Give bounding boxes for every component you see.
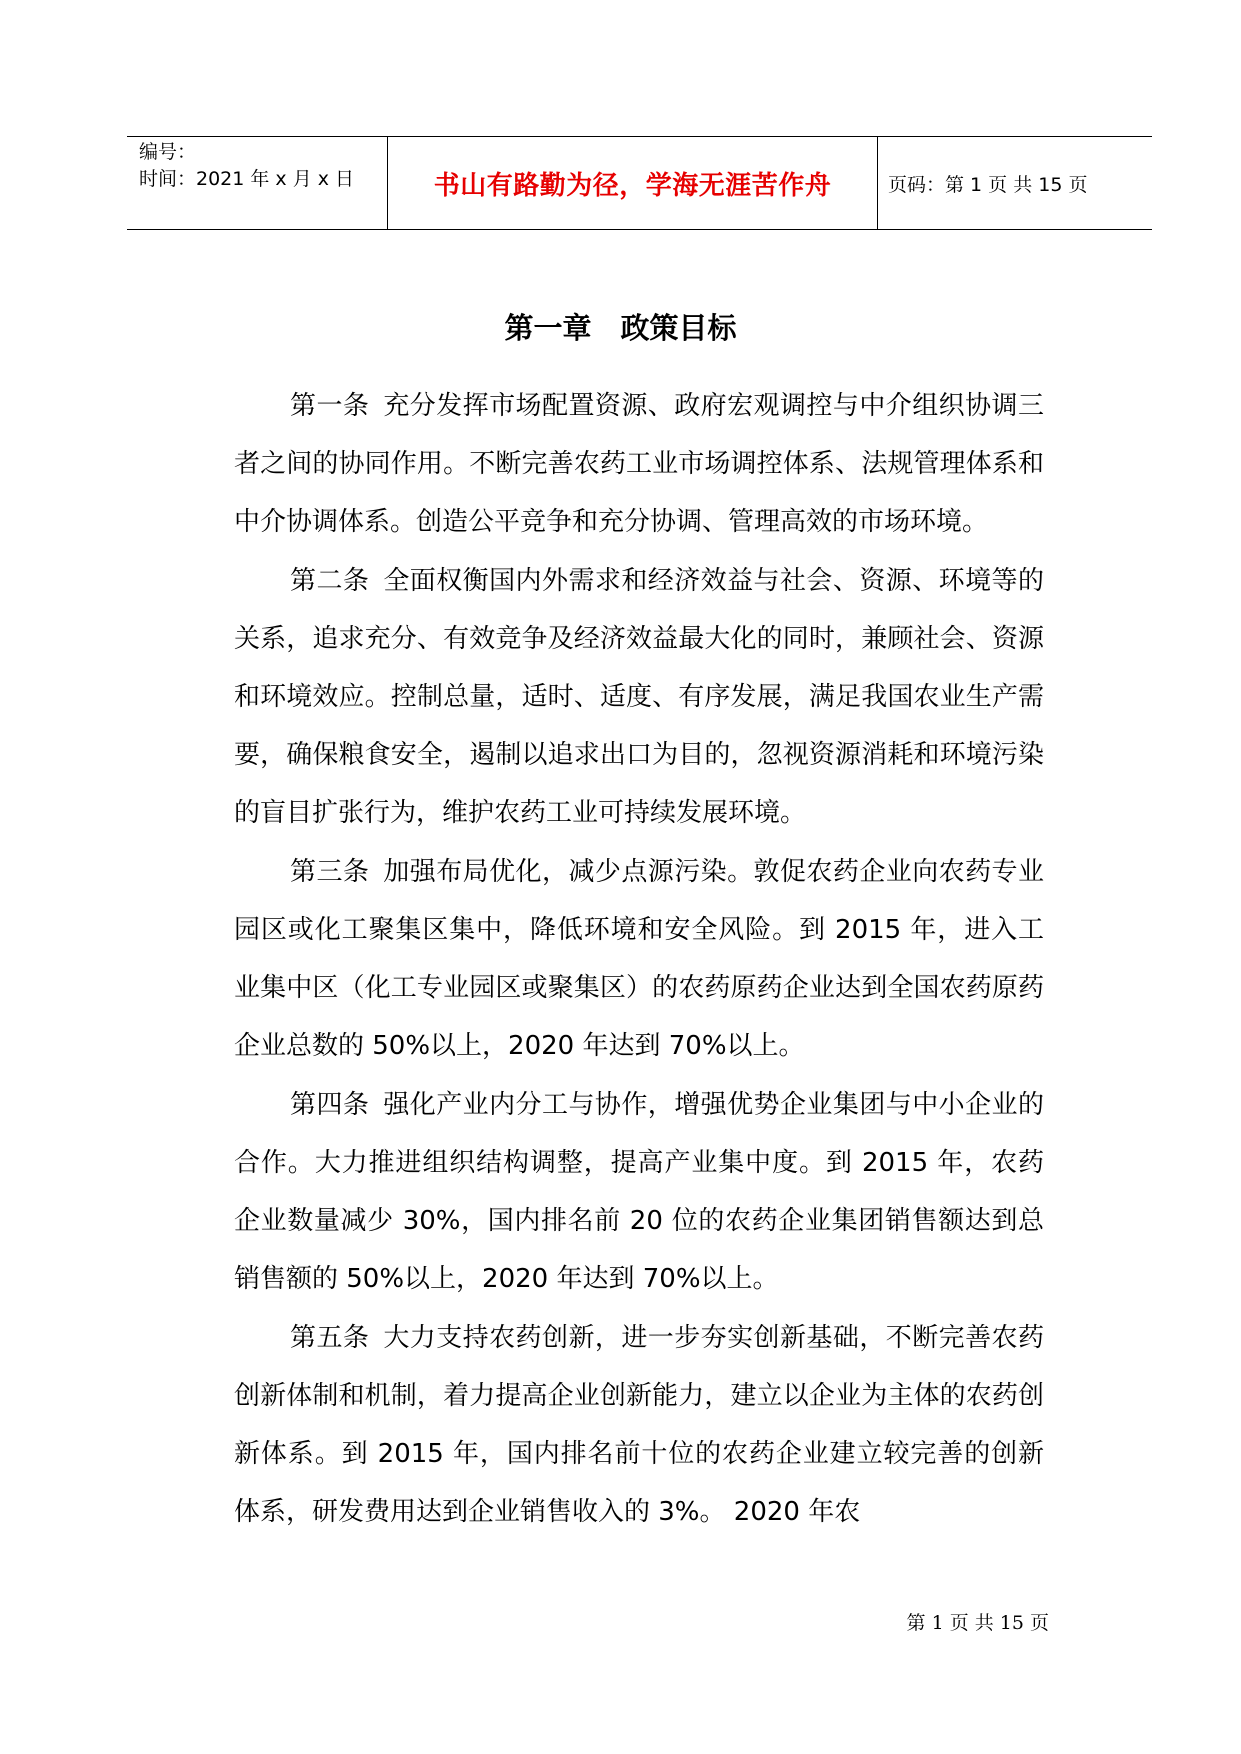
header-motto: 书山有路勤为径，学海无涯苦作舟 xyxy=(433,170,832,201)
article-number: 第二条 xyxy=(290,566,370,596)
article-1 xyxy=(234,377,1044,551)
page-footer: 第 1 页 共 15 页 xyxy=(906,1612,1049,1634)
article-number: 第五条 xyxy=(290,1323,370,1353)
document-time-label: 时间：2021 年 x 月 x 日 xyxy=(139,168,355,190)
page-header xyxy=(127,136,1152,230)
article-number: 第四条 xyxy=(290,1090,370,1120)
header-meta-cell xyxy=(127,137,388,229)
document-body xyxy=(234,377,1044,1542)
article-4 xyxy=(234,1076,1044,1308)
article-text: 充分发挥市场配置资源、政府宏观调控与中介组织协调三者之间的协同作用。不断完善农药工业市场调控体系、法规管理体系和中介协调体系。创造公平竞争和充分协调、管理高效的市场环境。 xyxy=(234,391,1044,537)
article-2 xyxy=(234,552,1044,842)
article-text: 强化产业内分工与协作，增强优势企业集团与中小企业的合作。大力推进组织结构调整，提高产业集中度。到 2015 年，农药企业数量减少 30%，国内排名前 20 位的农药企业集团销售额达到总销售额的 50%以上，2020 年达到 70%以上。 xyxy=(234,1090,1044,1294)
article-5 xyxy=(234,1309,1044,1541)
chapter-title: 第一章 政策目标 xyxy=(504,311,737,345)
article-number: 第一条 xyxy=(290,391,370,421)
article-3 xyxy=(234,843,1044,1075)
article-number: 第三条 xyxy=(290,857,370,887)
document-code-label: 编号： xyxy=(139,141,197,163)
header-page-info: 页码：第 1 页 共 15 页 xyxy=(888,173,1088,196)
header-page-cell xyxy=(878,137,1152,229)
article-text: 大力支持农药创新，进一步夯实创新基础，不断完善农药创新体制和机制，着力提高企业创新能力，建立以企业为主体的农药创新体系。到 2015 年，国内排名前十位的农药企业建立较完善的创新体系，研发费用达到企业销售收入的 3%。 2020 年农 xyxy=(234,1323,1044,1527)
article-text: 加强布局优化，减少点源污染。敦促农药企业向农药专业园区或化工聚集区集中，降低环境和安全风险。到 2015 年，进入工业集中区（化工专业园区或聚集区）的农药原药企业达到全国农药原药企业总数的 50%以上，2020 年达到 70%以上。 xyxy=(234,857,1044,1061)
article-text: 全面权衡国内外需求和经济效益与社会、资源、环境等的关系，追求充分、有效竞争及经济效益最大化的同时，兼顾社会、资源和环境效应。控制总量，适时、适度、有序发展，满足我国农业生产需要，确保粮食安全，遏制以追求出口为目的，忽视资源消耗和环境污染的盲目扩张行为，维护农药工业可持续发展环境。 xyxy=(234,566,1044,828)
header-motto-cell xyxy=(388,137,878,229)
